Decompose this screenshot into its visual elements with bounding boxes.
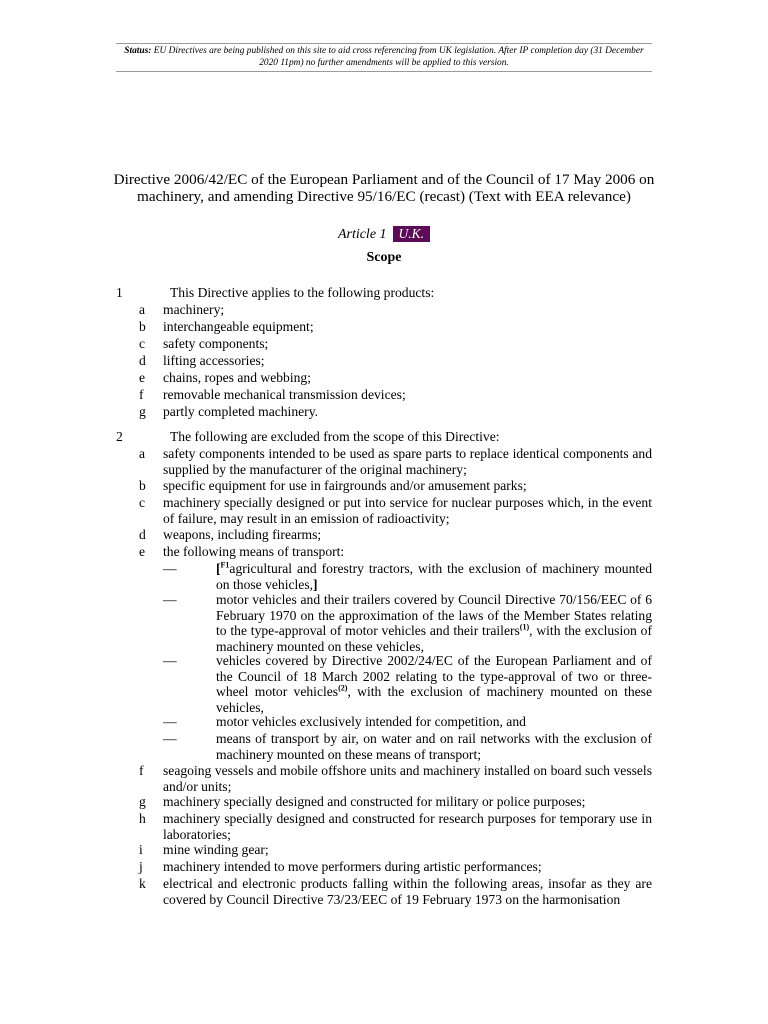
list-item: safety components; xyxy=(163,336,269,351)
sub-item-text-after: , with the exclusion of machinery mounted on these vehicles, xyxy=(216,684,653,715)
list-item: the following means of transport: xyxy=(163,544,345,559)
list-item: safety components intended to be used as spare parts to replace identical components and supplied by the manufacturer of the original machinery; xyxy=(163,446,652,477)
list-item: seagoing vessels and mobile offshore units and machinery installed on board such vessels and/or units; xyxy=(163,763,652,794)
sub-list-item: means of transport by air, on water and on rail networks with the exclusion of machinery mounted on these means of transport; xyxy=(216,731,652,762)
item-letter: a xyxy=(139,446,146,461)
sub-list-item xyxy=(216,653,652,715)
list-item: removable mechanical transmission devices; xyxy=(163,387,406,402)
document-title: Directive 2006/42/EC of the European Parliament and of the Council of 17 May 2006 on machinery, and amending Directive 95/16/EC (recast) (Text with EEA relevance) xyxy=(113,171,655,205)
article-title: Scope xyxy=(366,250,402,265)
item-letter: b xyxy=(139,319,146,334)
amendment-footnote-link[interactable]: F1 xyxy=(220,560,230,570)
list-item: machinery specially designed or put into service for nuclear purposes which, in the event of failure, may result in an emission of radioactivity; xyxy=(163,495,652,526)
sub-item-text: vehicles covered by Directive 2002/24/EC of the European Parliament and of the Council of 18 March 2002 relating to the type-approval of two or three-wheel motor vehicles xyxy=(216,653,652,699)
list-item: chains, ropes and webbing; xyxy=(163,370,311,385)
dash-marker: — xyxy=(163,653,177,668)
item-letter: g xyxy=(139,794,146,809)
item-letter: g xyxy=(139,404,146,419)
uk-extent-badge[interactable]: U.K. xyxy=(393,226,431,242)
item-letter: j xyxy=(139,859,143,874)
sub-list-item xyxy=(216,592,652,654)
list-item: lifting accessories; xyxy=(163,353,265,368)
item-letter: a xyxy=(139,302,146,317)
dash-marker: — xyxy=(163,592,177,607)
dash-marker: — xyxy=(163,731,177,746)
amendment-bracket-open: [ xyxy=(216,561,221,576)
item-letter: c xyxy=(139,336,146,351)
dash-marker: — xyxy=(163,561,177,576)
sub-list-item: motor vehicles exclusively intended for competition, and xyxy=(216,714,526,729)
sub-item-text-after: , with the exclusion of machinery mounted on these vehicles, xyxy=(216,623,652,654)
list-item: partly completed machinery. xyxy=(163,404,319,419)
status-text: EU Directives are being published on this site to aid cross referencing from UK legislation. After IP completion day (31 December 2020 11pm) no further amendments will be applied to this version. xyxy=(153,46,644,68)
footnote-link[interactable]: (2) xyxy=(338,683,348,693)
list-item: weapons, including firearms; xyxy=(163,527,322,542)
item-letter: f xyxy=(139,763,144,778)
list-item: electrical and electronic products falling within the following areas, insofar as they are covered by Council Directive 73/23/EEC of 19 February 1973 on the harmonisation xyxy=(163,876,652,907)
dash-marker: — xyxy=(163,714,177,729)
item-letter: d xyxy=(139,527,146,542)
list-item: specific equipment for use in fairgrounds and/or amusement parks; xyxy=(163,478,527,493)
list-item: machinery; xyxy=(163,302,225,317)
item-letter: h xyxy=(139,811,146,826)
item-letter: b xyxy=(139,478,146,493)
status-label: Status: xyxy=(124,46,152,56)
list-item: mine winding gear; xyxy=(163,842,269,857)
status-banner xyxy=(116,43,652,72)
item-letter: i xyxy=(139,842,143,857)
list-item: machinery specially designed and constructed for research purposes for temporary use in laboratories; xyxy=(163,811,652,842)
paragraph-number: 2 xyxy=(116,429,123,444)
item-letter: f xyxy=(139,387,144,402)
paragraph-intro: The following are excluded from the scope of this Directive: xyxy=(170,429,500,444)
article-label: Article 1 xyxy=(337,227,387,242)
sub-item-text: motor vehicles and their trailers covered by Council Directive 70/156/EEC of 6 February 1970 on the approximation of the laws of the Member States relating to the type-approval of motor vehicles and their trailers xyxy=(216,592,652,638)
list-item: machinery specially designed and constructed for military or police purposes; xyxy=(163,794,586,809)
list-item: machinery intended to move performers during artistic performances; xyxy=(163,859,542,874)
sub-item-text: agricultural and forestry tractors, with the exclusion of machinery mounted on those vehicles, xyxy=(216,561,652,592)
footnote-link[interactable]: (1) xyxy=(519,622,530,632)
paragraph-number: 1 xyxy=(116,285,123,300)
item-letter: e xyxy=(139,544,146,559)
item-letter: c xyxy=(139,495,146,510)
article-heading xyxy=(0,226,768,243)
list-item: interchangeable equipment; xyxy=(163,319,314,334)
paragraph-intro: This Directive applies to the following products: xyxy=(170,285,435,300)
item-letter: e xyxy=(139,370,146,385)
item-letter: d xyxy=(139,353,146,368)
item-letter: k xyxy=(139,876,146,891)
sub-list-item xyxy=(216,561,652,592)
amendment-bracket-close: ] xyxy=(313,576,318,592)
